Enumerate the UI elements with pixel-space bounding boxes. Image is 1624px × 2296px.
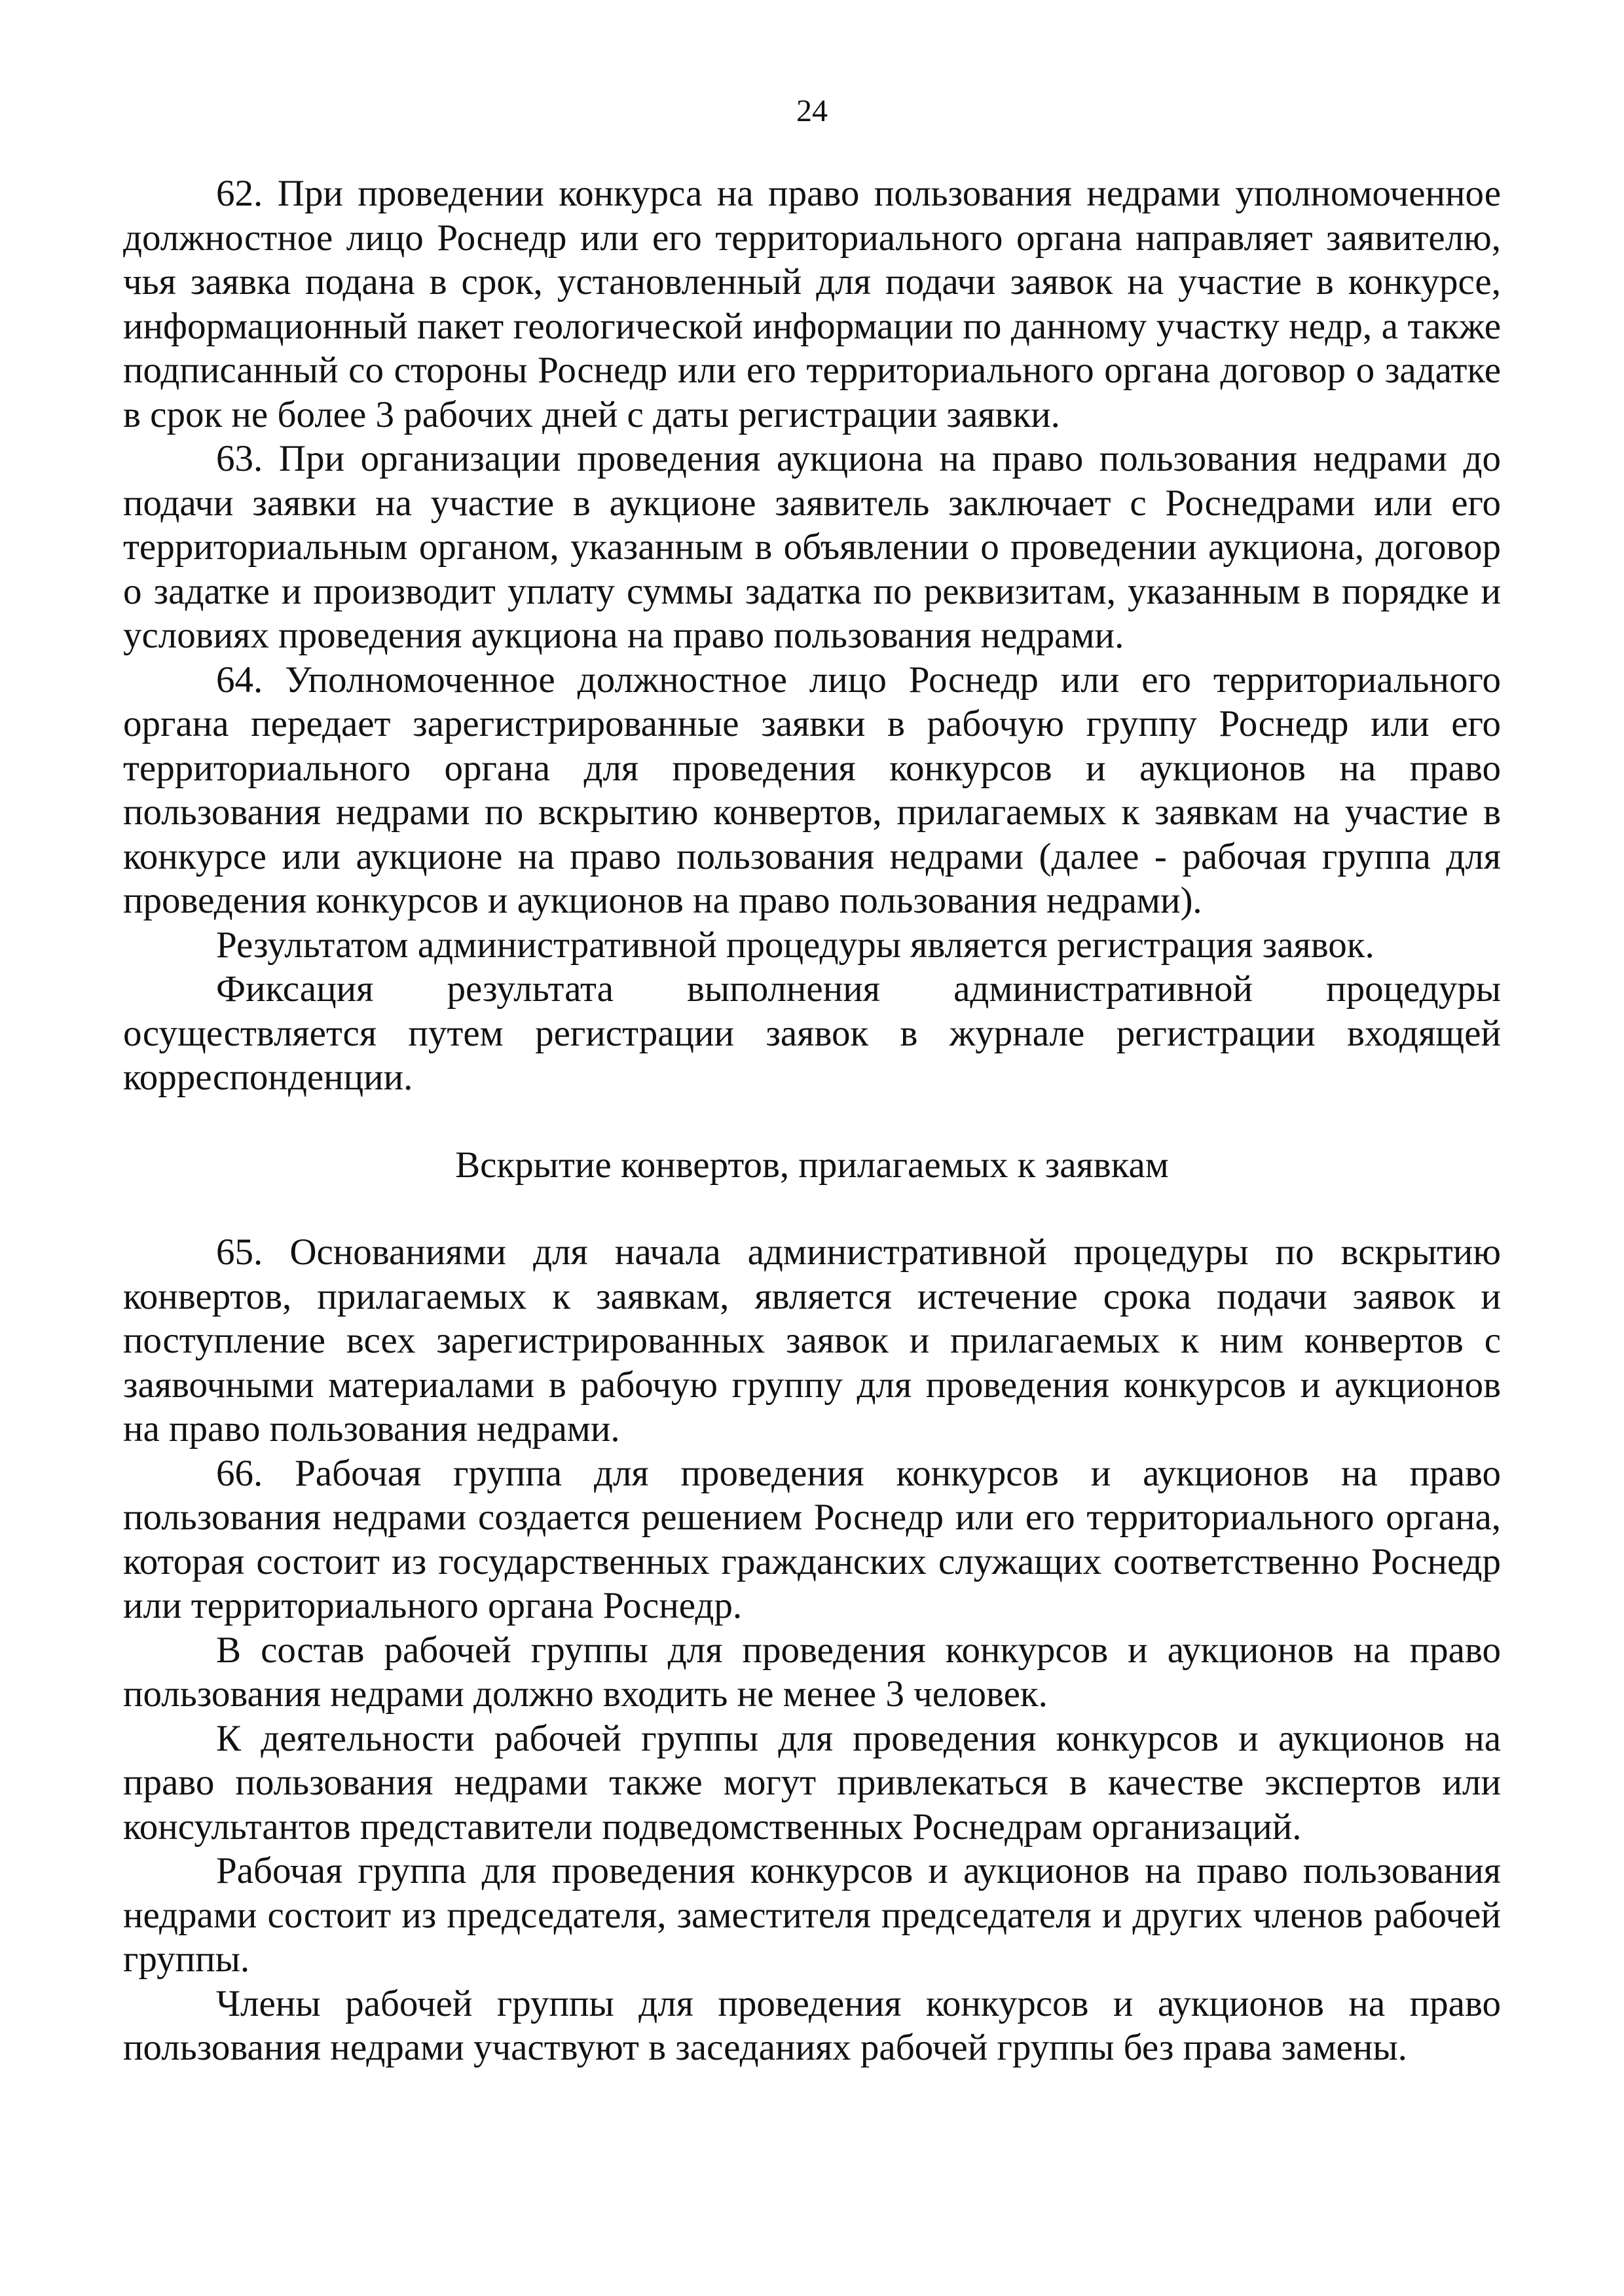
paragraph-62: 62. При проведении конкурса на право пользования недрами уполномоченное должностное лицо Роснедр или его территориального органа направляет заявителю, чья заявка подана в срок, установленный для подачи заявок на участие в конкурсе, информационный пакет геологической информации по данному участку недр, а также подписанный со стороны Роснедр или его территориального органа договор о задатке в срок не более 3 рабочих дней с даты регистрации заявки.	[123, 173, 1501, 435]
document-body	[123, 172, 1501, 2070]
section-heading: Вскрытие конвертов, прилагаемых к заявкам	[455, 1144, 1169, 1186]
paragraph-members: Члены рабочей группы для проведения конкурсов и аукционов на право пользования недрами участвуют в заседаниях рабочей группы без права замены.	[123, 1982, 1501, 2068]
paragraph-63: 63. При организации проведения аукциона на право пользования недрами до подачи заявки на участие в аукционе заявитель заключает с Роснедрами или его территориальным органом, указанным в объявлении о проведении аукциона, договор о задатке и производит уплату суммы задатка по реквизитам, указанным в порядке и условиях проведения аукциона на право пользования недрами.	[123, 438, 1501, 656]
paragraph-65: 65. Основаниями для начала административной процедуры по вскрытию конвертов, прилагаемых к заявкам, является истечение срока подачи заявок и поступление всех зарегистрированных заявок и прилагаемых к ним конвертов с заявочными материалами в рабочую группу для проведения конкурсов и аукционов на право пользования недрами.	[123, 1231, 1501, 1449]
paragraph-experts: К деятельности рабочей группы для проведения конкурсов и аукционов на право пользования недрами также могут привлекаться в качестве экспертов или консультантов представители подведомственных Роснедрам организаций.	[123, 1717, 1501, 1848]
paragraph-64: 64. Уполномоченное должностное лицо Роснедр или его территориального органа передает зарегистрированные заявки в рабочую группу Роснедр или его территориального органа для проведения конкурсов и аукционов на право пользования недрами по вскрытию конвертов, прилагаемых к заявкам на участие в конкурсе или аукционе на право пользования недрами (далее - рабочая группа для проведения конкурсов и аукционов на право пользования недрами).	[123, 659, 1501, 921]
paragraph-composition: В состав рабочей группы для проведения конкурсов и аукционов на право пользования недрами должно входить не менее 3 человек.	[123, 1629, 1501, 1715]
paragraph-66: 66. Рабочая группа для проведения конкурсов и аукционов на право пользования недрами создается решением Роснедр или его территориального органа, которая состоит из государственных гражданских служащих соответственно Роснедр или территориального органа Роснедр.	[123, 1452, 1501, 1626]
page-number: 24	[796, 94, 828, 128]
paragraph-fixation: Фиксация результата выполнения административной процедуры осуществляется путем регистрации заявок в журнале регистрации входящей корреспонденции.	[123, 968, 1501, 1098]
paragraph-result: Результатом административной процедуры является регистрация заявок.	[216, 924, 1375, 966]
paragraph-structure: Рабочая группа для проведения конкурсов и аукционов на право пользования недрами состоит из председателя, заместителя председателя и других членов рабочей группы.	[123, 1850, 1501, 1980]
